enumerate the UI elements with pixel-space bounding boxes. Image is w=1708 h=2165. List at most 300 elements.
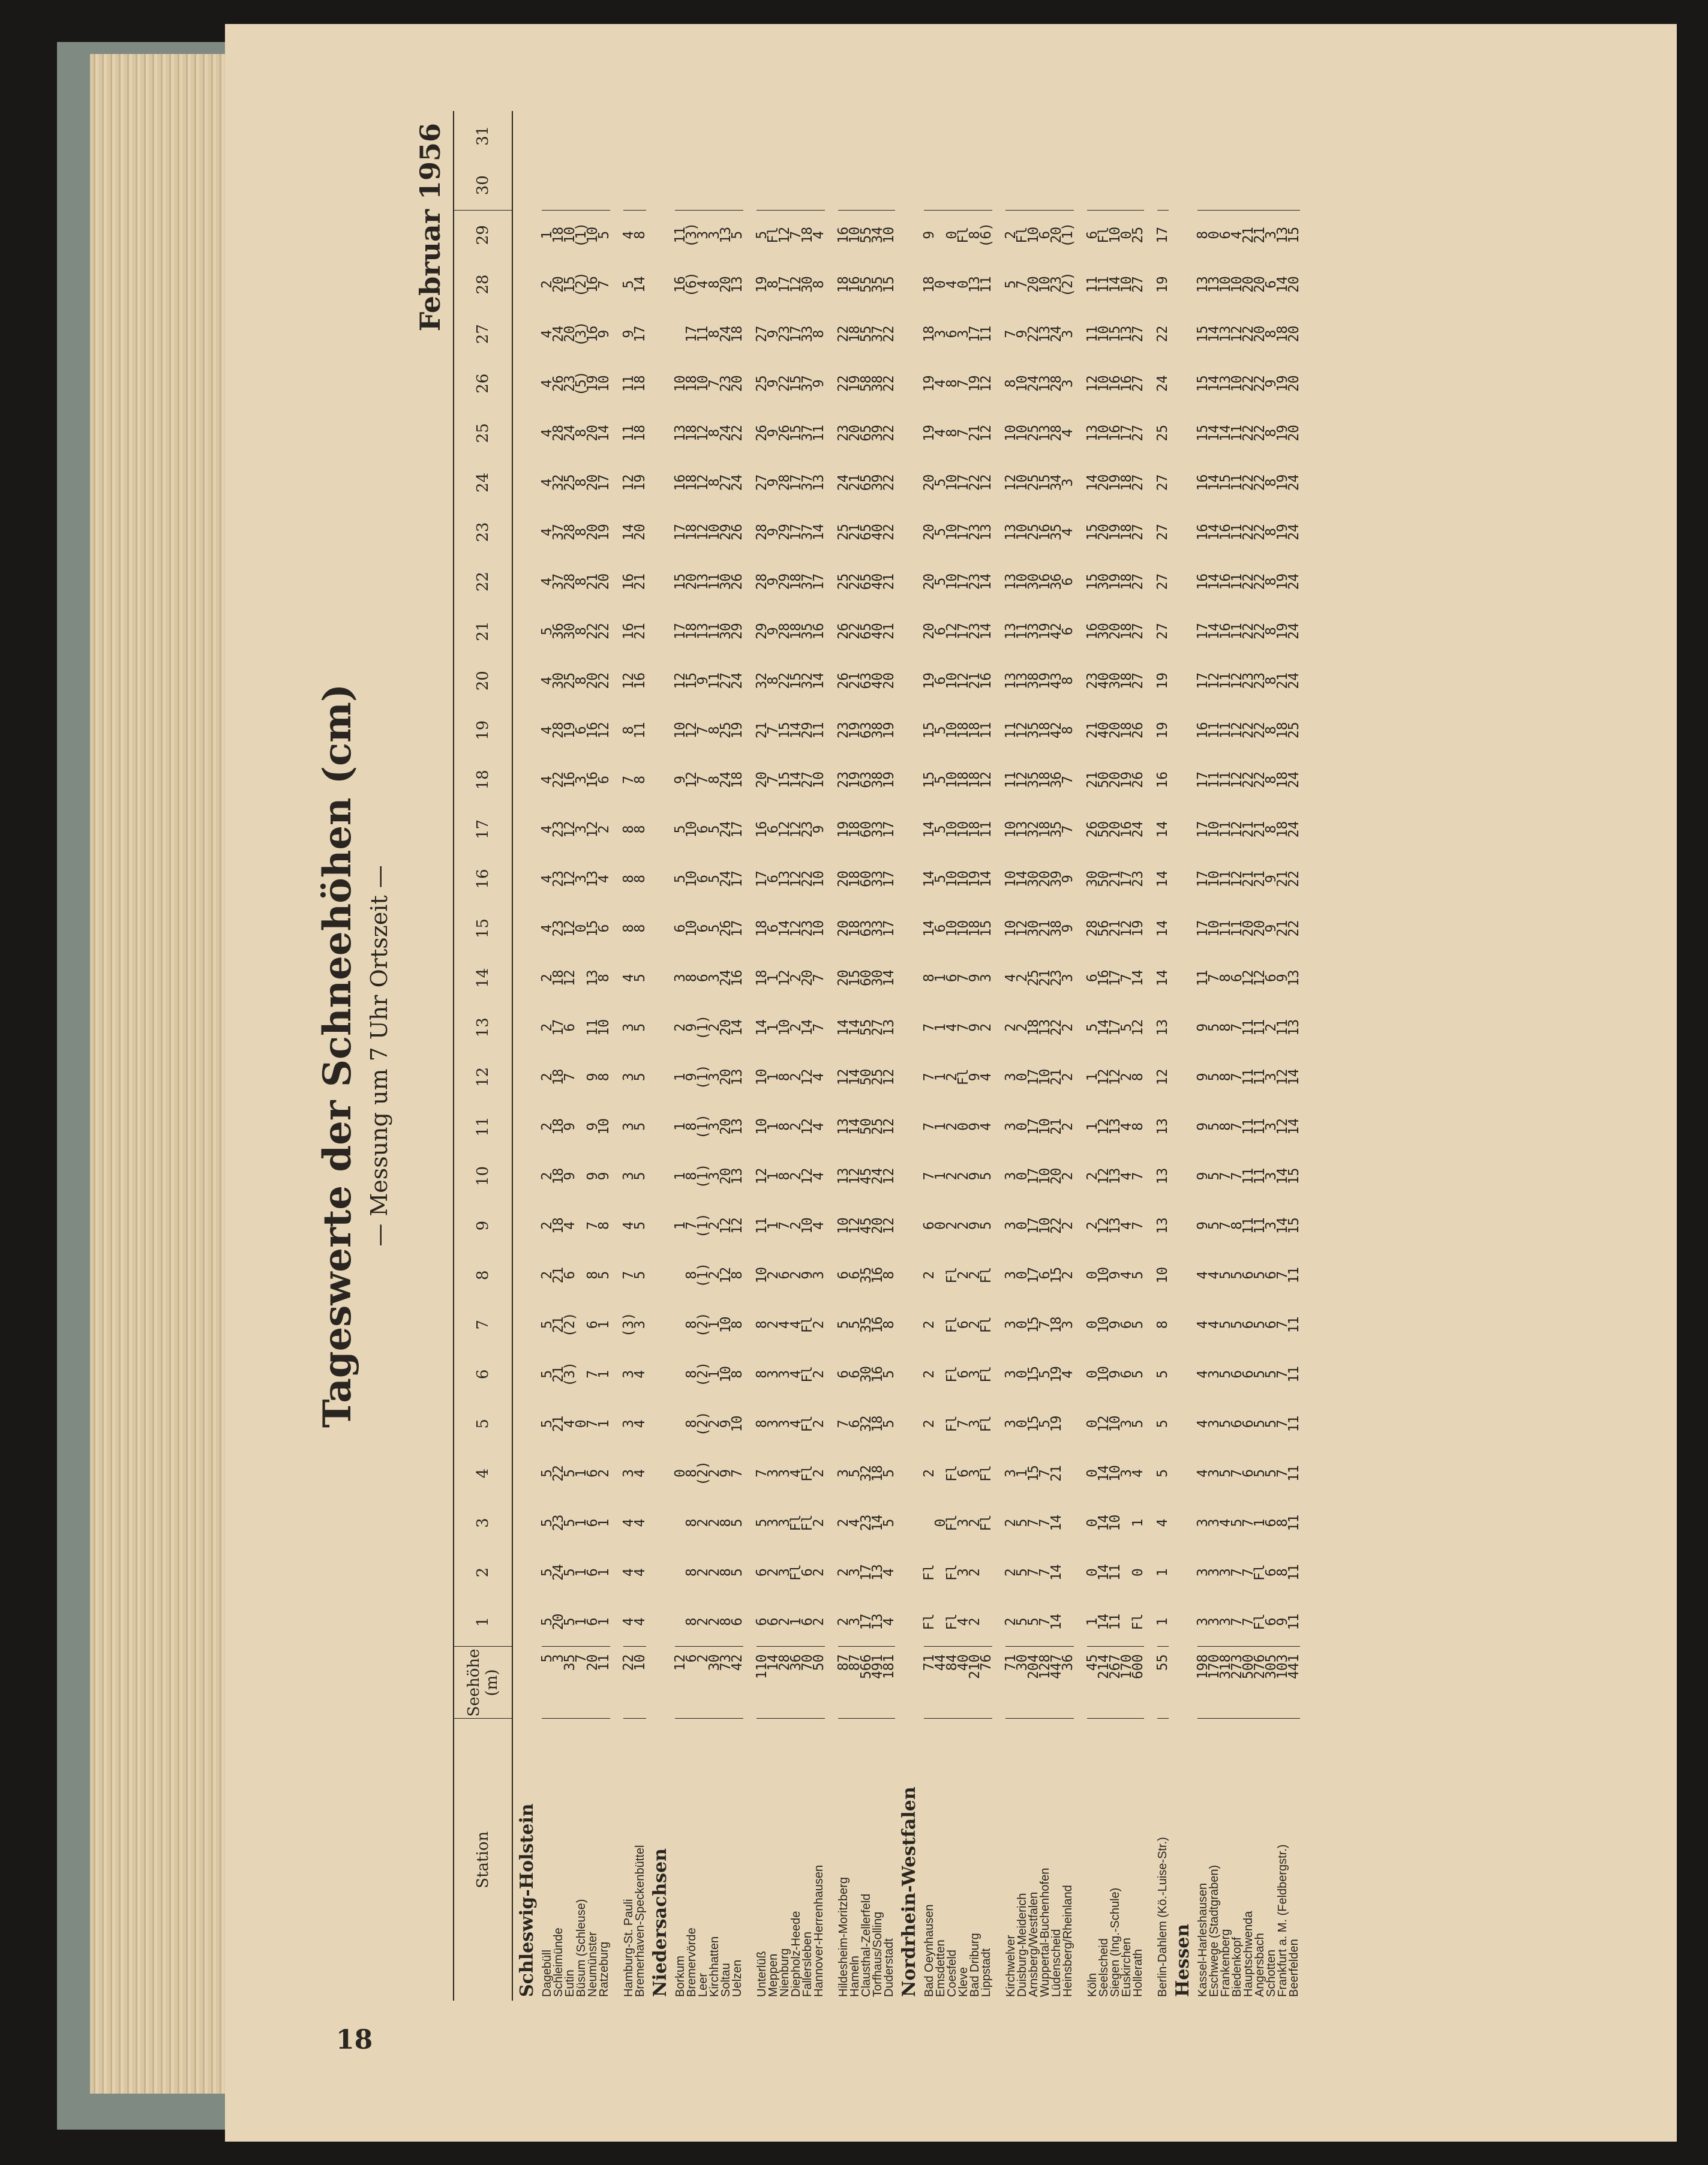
snow-depth-cell xyxy=(1040,161,1051,211)
snow-depth-cell: 3 xyxy=(621,1370,637,1379)
snow-depth-cell: 5 xyxy=(1130,1320,1146,1329)
snow-depth-cell: 8 xyxy=(684,1469,700,1478)
snow-depth-cell: 20 xyxy=(1051,210,1062,260)
snow-depth-cell xyxy=(635,111,646,161)
snow-depth-cell: 0 xyxy=(1014,1320,1030,1329)
snow-depth-cell: 27 xyxy=(1155,623,1170,639)
snow-depth-cell: (2) xyxy=(695,1411,711,1437)
snow-depth-cell xyxy=(838,111,850,161)
table-row xyxy=(721,111,732,2001)
snow-depth-cell: 9 xyxy=(766,428,781,437)
snow-depth-cell: 17 xyxy=(551,1019,566,1036)
snow-depth-cell: 18 xyxy=(870,1465,885,1482)
table-row xyxy=(623,111,635,2001)
snow-depth-cell: 14 xyxy=(847,1068,863,1086)
snow-depth-cell: 19 xyxy=(632,474,648,491)
snow-depth-cell: 7 xyxy=(1241,1568,1256,1577)
group-name: Hessen xyxy=(1172,1923,1193,1997)
snow-depth-cell: 11 xyxy=(1241,1167,1256,1185)
snow-depth-cell: 7 xyxy=(1229,1172,1245,1181)
snow-depth-cell: 8 xyxy=(777,1172,793,1181)
snow-depth-cell: 4 xyxy=(539,726,555,735)
snow-depth-cell: 3 xyxy=(1263,1073,1279,1082)
snow-depth-cell: 5 xyxy=(1155,1419,1170,1428)
station-name: Hauptschwenda xyxy=(1243,1719,1254,2001)
snow-depth-cell: 18 xyxy=(836,276,851,293)
snow-depth-cell: 25 xyxy=(718,722,734,739)
snow-depth-cell: 13 xyxy=(1037,424,1053,442)
snow-depth-cell: 2 xyxy=(956,1271,971,1280)
snow-depth-cell: 8 xyxy=(635,210,646,260)
snow-depth-cell: 20 xyxy=(1286,325,1302,343)
snow-depth-cell: 1 xyxy=(574,1617,589,1626)
snow-depth-cell: 10 xyxy=(884,210,895,260)
snow-depth-cell: 18 xyxy=(847,325,863,343)
snow-depth-cell: 5 xyxy=(1026,1617,1041,1626)
snow-depth-cell xyxy=(732,111,743,161)
snow-depth-cell: 6 xyxy=(1241,1370,1256,1379)
table-header-row xyxy=(454,111,512,2001)
snow-depth-cell: 15 xyxy=(788,672,804,689)
snow-depth-cell: 13 xyxy=(673,424,688,442)
snow-depth-cell: 16 xyxy=(1085,623,1100,639)
snow-depth-cell xyxy=(1232,111,1243,161)
snow-depth-cell: 15 xyxy=(1085,573,1100,590)
snow-depth-cell: 20 xyxy=(718,1019,734,1036)
snow-depth-cell: 27 xyxy=(1130,474,1146,491)
snow-depth-cell: 6 xyxy=(574,726,589,735)
snow-depth-cell: 18 xyxy=(967,821,983,838)
station-elevation: 71 xyxy=(924,1647,935,1719)
snow-depth-cell: (1) xyxy=(695,1015,711,1040)
snow-depth-cell: 60 xyxy=(858,870,874,887)
table-row xyxy=(779,111,791,2001)
snow-depth-cell: 12 xyxy=(621,474,637,491)
snow-depth-cell: 10 xyxy=(956,920,971,937)
snow-depth-cell: 1 xyxy=(1155,1617,1170,1626)
snow-depth-cell: 6 xyxy=(766,924,781,933)
snow-depth-cell: 20 xyxy=(1026,276,1041,293)
snow-depth-cell: 1 xyxy=(766,1073,781,1082)
snow-depth-cell: 29 xyxy=(718,524,734,541)
station-elevation: 87 xyxy=(838,1647,850,1719)
header-day: 4 xyxy=(454,1449,512,1499)
snow-depth-cell: 21 xyxy=(847,524,863,541)
snow-depth-cell xyxy=(675,111,686,161)
snow-depth-cell: 35 xyxy=(1026,722,1041,739)
snow-depth-cell: 18 xyxy=(1275,821,1290,838)
snow-depth-cell: 6 xyxy=(1263,1271,1279,1280)
snow-depth-cell: 14 xyxy=(1085,474,1100,491)
snow-depth-cell: 4 xyxy=(933,379,948,388)
snow-depth-cell: 7 xyxy=(1241,1617,1256,1626)
snow-depth-cell xyxy=(924,161,935,211)
snow-depth-cell: 30 xyxy=(870,969,885,987)
snow-depth-cell: 2 xyxy=(788,1271,804,1280)
header-day: 21 xyxy=(454,606,512,656)
snow-depth-cell: 10 xyxy=(944,672,960,689)
snow-depth-cell: 23 xyxy=(551,1514,566,1532)
snow-depth-cell: 8 xyxy=(574,528,589,536)
snow-depth-cell: 3 xyxy=(1003,1370,1019,1379)
snow-depth-cell: 3 xyxy=(847,1617,863,1626)
snow-depth-cell xyxy=(698,161,709,211)
snow-depth-cell: 40 xyxy=(870,623,885,639)
snow-depth-cell: 7 xyxy=(1037,1568,1053,1577)
snow-depth-cell: 23 xyxy=(967,623,983,639)
station-elevation: 210 xyxy=(969,1647,981,1719)
snow-depth-cell: 8 xyxy=(1263,627,1279,636)
snow-depth-cell: 35 xyxy=(870,276,885,293)
snow-depth-cell: 17 xyxy=(858,1564,874,1581)
snow-depth-cell: Fl xyxy=(800,1365,815,1383)
snow-depth-cell: 9 xyxy=(585,1073,601,1082)
snow-depth-cell xyxy=(1005,111,1017,161)
snow-depth-cell: 9 xyxy=(585,1172,601,1181)
snow-depth-cell: 12 xyxy=(944,623,960,639)
snow-depth-cell: 18 xyxy=(754,969,770,987)
station-elevation: 40 xyxy=(958,1647,969,1719)
snow-depth-cell: 13 xyxy=(836,1118,851,1135)
snow-depth-cell: 15 xyxy=(788,424,804,442)
snow-depth-cell: 17 xyxy=(1026,1266,1041,1284)
snow-depth-cell: 7 xyxy=(777,1221,793,1230)
snow-depth-cell: 2 xyxy=(967,1617,983,1626)
snow-depth-cell: 7 xyxy=(1037,1617,1053,1626)
snow-depth-cell: 12 xyxy=(1014,771,1030,788)
snow-depth-cell: 14 xyxy=(1206,573,1222,590)
snow-depth-cell: 8 xyxy=(574,577,589,586)
snow-depth-cell: 1 xyxy=(596,1419,612,1428)
snow-depth-cell: 2 xyxy=(921,1271,937,1280)
table-row xyxy=(872,111,884,2001)
snow-depth-cell: 3 xyxy=(1003,1172,1019,1181)
snow-depth-cell: 11 xyxy=(1218,672,1233,689)
snow-depth-cell: 2 xyxy=(811,1518,827,1527)
snow-depth-cell xyxy=(565,161,576,211)
header-day: 13 xyxy=(454,1002,512,1052)
snow-depth-cell: 0 xyxy=(933,1518,948,1527)
snow-depth-cell: 14 xyxy=(730,1019,745,1036)
snow-depth-cell: 6 xyxy=(1229,974,1245,983)
snow-depth-cell: 1 xyxy=(1014,1469,1030,1478)
snow-depth-cell: 18 xyxy=(684,623,700,639)
snow-depth-cell: 22 xyxy=(730,424,745,442)
snow-depth-cell: 8 xyxy=(881,1271,897,1280)
snow-depth-cell: 20 xyxy=(551,1613,566,1630)
snow-depth-cell: 12 xyxy=(1155,1068,1170,1086)
snow-depth-cell: 17 xyxy=(1195,771,1211,788)
snow-depth-cell: 29 xyxy=(800,722,815,739)
snow-depth-cell: 17 xyxy=(881,870,897,887)
station-name: Biedenkopf xyxy=(1232,1719,1243,2001)
snow-depth-cell: 22 xyxy=(836,375,851,392)
snow-depth-cell: 10 xyxy=(1003,920,1019,937)
snow-depth-cell: 13 xyxy=(721,210,732,260)
snow-depth-cell xyxy=(599,111,610,161)
snow-depth-cell: 5 xyxy=(562,1469,578,1478)
snow-depth-cell: 0 xyxy=(1014,1370,1030,1379)
station-name: Schleimünde xyxy=(553,1719,565,2001)
snow-depth-cell: 6 xyxy=(847,1370,863,1379)
snow-depth-cell: 11 xyxy=(1229,623,1245,639)
snow-depth-cell: 18 xyxy=(1119,474,1134,491)
snow-depth-cell: 25 xyxy=(1286,722,1302,739)
snow-depth-cell: 6 xyxy=(1263,1320,1279,1329)
snow-depth-cell: 5 xyxy=(562,1568,578,1577)
snow-depth-cell: 33 xyxy=(870,821,885,838)
snow-depth-cell: 5 xyxy=(1252,1271,1268,1280)
snow-depth-cell: 5 xyxy=(1014,1568,1030,1577)
snow-depth-cell: 16 xyxy=(730,969,745,987)
snow-depth-cell: 1 xyxy=(596,1617,612,1626)
snow-depth-cell: 17 xyxy=(858,1613,874,1630)
snow-depth-cell: 9 xyxy=(684,1023,700,1032)
station-elevation: 318 xyxy=(1220,1647,1232,1719)
snow-depth-cell: 9 xyxy=(1263,924,1279,933)
station-name: Bad Oeynhausen xyxy=(924,1719,935,2001)
snow-depth-cell: 6 xyxy=(1037,1271,1053,1280)
snow-depth-cell: 2 xyxy=(811,1320,827,1329)
snow-depth-cell: 24 xyxy=(1286,672,1302,689)
snow-depth-cell: 5 xyxy=(673,825,688,834)
snow-depth-cell: 11 xyxy=(1229,573,1245,590)
snow-depth-cell: 14 xyxy=(921,920,937,937)
snow-depth-cell: 36 xyxy=(1049,573,1064,590)
snow-depth-cell: 2 xyxy=(967,1320,983,1329)
station-name: Hollerath xyxy=(1133,1719,1144,2001)
station-elevation: 45 xyxy=(1087,1647,1098,1719)
snow-depth-cell: 15 xyxy=(1286,1217,1302,1234)
snow-depth-cell: 2 xyxy=(978,1023,994,1032)
snow-depth-cell: 9 xyxy=(1195,1221,1211,1230)
snow-depth-cell: 17 xyxy=(967,325,983,343)
snow-depth-cell: 13 xyxy=(1037,375,1053,392)
header-day: 11 xyxy=(454,1102,512,1152)
snow-depth-cell: 5 xyxy=(539,1568,555,1577)
snow-depth-cell xyxy=(721,111,732,161)
snow-depth-cell: 25 xyxy=(1133,210,1144,260)
snow-depth-cell: 6 xyxy=(1040,210,1051,260)
station-name: Euskirchen xyxy=(1121,1719,1133,2001)
snow-depth-cell: 7 xyxy=(1275,1370,1290,1379)
snow-depth-cell: 30 xyxy=(1026,870,1041,887)
station-elevation: 447 xyxy=(1051,1647,1062,1719)
snow-depth-cell: 0 xyxy=(1085,1469,1100,1478)
snow-depth-cell: 5 xyxy=(933,825,948,834)
snow-depth-cell xyxy=(935,111,947,161)
snow-depth-cell: 4 xyxy=(777,1320,793,1329)
table-row xyxy=(1277,111,1289,2001)
snow-depth-cell: 0 xyxy=(933,280,948,289)
snow-depth-cell: 1 xyxy=(766,974,781,983)
snow-depth-cell: 8 xyxy=(1263,676,1279,685)
snow-depth-cell: 14 xyxy=(777,920,793,937)
snow-depth-cell: 17 xyxy=(956,623,971,639)
snow-depth-cell: 3 xyxy=(766,1518,781,1527)
snow-depth-cell: 9 xyxy=(967,1172,983,1181)
snow-depth-cell: 18 xyxy=(754,920,770,937)
snow-depth-cell: 6 xyxy=(1263,1617,1279,1626)
snow-depth-cell: 13 xyxy=(1037,325,1053,343)
snow-depth-cell: 4 xyxy=(847,1518,863,1527)
snow-depth-cell: 27 xyxy=(1155,474,1170,491)
snow-depth-cell: 12 xyxy=(779,210,791,260)
snow-depth-cell xyxy=(838,161,850,211)
station-elevation: 28 xyxy=(779,1647,791,1719)
table-row xyxy=(757,111,768,2001)
snow-depth-cell: 25 xyxy=(870,1068,885,1086)
snow-depth-cell: 10 xyxy=(956,821,971,838)
snow-depth-cell: 22 xyxy=(1241,325,1256,343)
snow-depth-cell: Fl xyxy=(944,1465,960,1482)
snow-depth-cell: 22 xyxy=(777,672,793,689)
table-row xyxy=(958,111,969,2001)
snow-depth-cell: 13 xyxy=(1003,672,1019,689)
station-name: Diepholz-Heede xyxy=(791,1719,802,2001)
snow-depth-cell: 8 xyxy=(684,1271,700,1280)
snow-depth-cell: 13 xyxy=(730,1118,745,1135)
snow-depth-cell: 20 xyxy=(921,623,937,639)
snow-depth-cell: 4 xyxy=(788,1419,804,1428)
snow-depth-cell: 6 xyxy=(921,1221,937,1230)
station-elevation: 50 xyxy=(814,1647,825,1719)
snow-depth-cell: 11 xyxy=(1286,1613,1302,1630)
snow-depth-cell: 7 xyxy=(956,428,971,437)
snow-depth-cell: 22 xyxy=(1252,474,1268,491)
snow-depth-cell: 16 xyxy=(1155,771,1170,788)
snow-depth-cell: 37 xyxy=(800,474,815,491)
snow-depth-cell: 16 xyxy=(585,771,601,788)
station-elevation: 170 xyxy=(1209,1647,1220,1719)
snow-depth-cell: 22 xyxy=(1241,424,1256,442)
station-name: Soltau xyxy=(721,1719,732,2001)
snow-depth-cell: 7 xyxy=(1275,1271,1290,1280)
snow-depth-cell: 9 xyxy=(673,775,688,784)
snow-depth-cell: 8 xyxy=(684,1122,700,1131)
station-elevation: 204 xyxy=(1028,1647,1040,1719)
table-row xyxy=(1133,111,1144,2001)
snow-depth-cell: 29 xyxy=(730,623,745,639)
snow-depth-cell: 16 xyxy=(621,573,637,590)
snow-depth-cell: 25 xyxy=(1155,424,1170,442)
snow-depth-cell xyxy=(1062,111,1074,161)
snow-depth-cell: 6 xyxy=(1263,974,1279,983)
snow-depth-cell: 16 xyxy=(621,623,637,639)
snow-depth-cell: 11 xyxy=(978,821,994,838)
snow-depth-cell: 10 xyxy=(944,920,960,937)
snow-depth-cell: 22 xyxy=(800,870,815,887)
snow-depth-cell: 2 xyxy=(766,1568,781,1577)
station-elevation: 267 xyxy=(1110,1647,1121,1719)
snow-depth-cell: 14 xyxy=(1096,1019,1112,1036)
snow-depth-cell: 6 xyxy=(847,1271,863,1280)
snow-depth-cell: 2 xyxy=(539,1172,555,1181)
table-row xyxy=(768,111,779,2001)
snow-depth-cell: 4 xyxy=(814,210,825,260)
snow-depth-cell: 7 xyxy=(921,1073,937,1082)
snow-depth-cell: Fl xyxy=(800,1465,815,1482)
snow-depth-cell: 10 xyxy=(1096,1316,1112,1334)
snow-depth-cell: Fl xyxy=(958,210,969,260)
snow-depth-cell: 3 xyxy=(956,1518,971,1527)
snow-depth-cell: 11 xyxy=(1286,1365,1302,1383)
snow-depth-cell xyxy=(1289,111,1300,161)
snow-depth-cell: 11 xyxy=(1085,276,1100,293)
snow-depth-cell: 0 xyxy=(947,210,958,260)
snow-depth-cell: 20 xyxy=(1241,920,1256,937)
snow-depth-cell: 13 xyxy=(1155,1167,1170,1185)
station-elevation: 128 xyxy=(1040,1647,1051,1719)
snow-depth-cell: 25 xyxy=(836,573,851,590)
snow-depth-cell: 30 xyxy=(800,276,815,293)
snow-depth-cell: 2 xyxy=(811,1419,827,1428)
snow-depth-cell: 1 xyxy=(933,1073,948,1082)
snow-depth-cell: 23 xyxy=(551,920,566,937)
snow-depth-cell: 4 xyxy=(1195,1419,1211,1428)
snow-depth-cell: 2 xyxy=(921,1370,937,1379)
snow-depth-cell: 22 xyxy=(847,573,863,590)
snow-depth-cell: 8 xyxy=(1060,676,1076,685)
snow-depth-cell: 5 xyxy=(539,1518,555,1527)
snow-depth-cell: 24 xyxy=(1286,623,1302,639)
snow-depth-cell: 5 xyxy=(632,1172,648,1181)
snow-depth-cell: 42 xyxy=(1049,623,1064,639)
snow-depth-cell: 3 xyxy=(777,1469,793,1478)
snow-depth-cell: 4 xyxy=(539,775,555,784)
snow-depth-cell: 63 xyxy=(858,672,874,689)
snow-depth-cell: 24 xyxy=(1286,524,1302,541)
snow-depth-cell: 28 xyxy=(777,474,793,491)
snow-depth-cell: 30 xyxy=(551,672,566,689)
snow-depth-cell: 10 xyxy=(956,870,971,887)
snow-depth-cell: 16 xyxy=(562,771,578,788)
snow-depth-cell: 2 xyxy=(1060,1221,1076,1230)
snow-depth-cell: 10 xyxy=(1155,1266,1170,1284)
snow-depth-cell: 5 xyxy=(562,1617,578,1626)
snow-depth-cell: 13 xyxy=(1014,821,1030,838)
snow-depth-cell: 6 xyxy=(836,1271,851,1280)
snow-depth-cell: 7 xyxy=(766,726,781,735)
snow-depth-cell: 9 xyxy=(562,1122,578,1131)
snow-depth-cell: 18 xyxy=(802,210,814,260)
table-row xyxy=(1028,111,1040,2001)
snow-depth-cell: 10 xyxy=(1110,210,1121,260)
snow-depth-cell: 19 xyxy=(585,375,601,392)
snow-depth-cell: 3 xyxy=(1119,1469,1134,1478)
snow-depth-cell: 1 xyxy=(574,1568,589,1577)
snow-depth-cell: 14 xyxy=(1275,276,1290,293)
snow-depth-cell: 5 xyxy=(1130,1419,1146,1428)
snow-depth-cell: (3) xyxy=(562,1362,578,1387)
snow-depth-cell: 30 xyxy=(1107,672,1123,689)
snow-depth-cell: 20 xyxy=(921,573,937,590)
snow-depth-cell: 17 xyxy=(1026,1167,1041,1185)
snow-depth-cell: 19 xyxy=(754,276,770,293)
snow-depth-cell: 14 xyxy=(788,771,804,788)
snow-depth-cell: 13 xyxy=(1155,1118,1170,1135)
snow-depth-cell: 17 xyxy=(754,870,770,887)
snow-depth-cell: 15 xyxy=(1289,210,1300,260)
snow-depth-cell: 0 xyxy=(1209,210,1220,260)
snow-depth-cell: 4 xyxy=(788,1469,804,1478)
header-day: 15 xyxy=(454,903,512,953)
header-day: 16 xyxy=(454,854,512,904)
header-day: 7 xyxy=(454,1300,512,1350)
snow-depth-cell: 15 xyxy=(562,276,578,293)
snow-depth-cell xyxy=(1254,111,1266,161)
snow-depth-cell: 21 xyxy=(1252,821,1268,838)
